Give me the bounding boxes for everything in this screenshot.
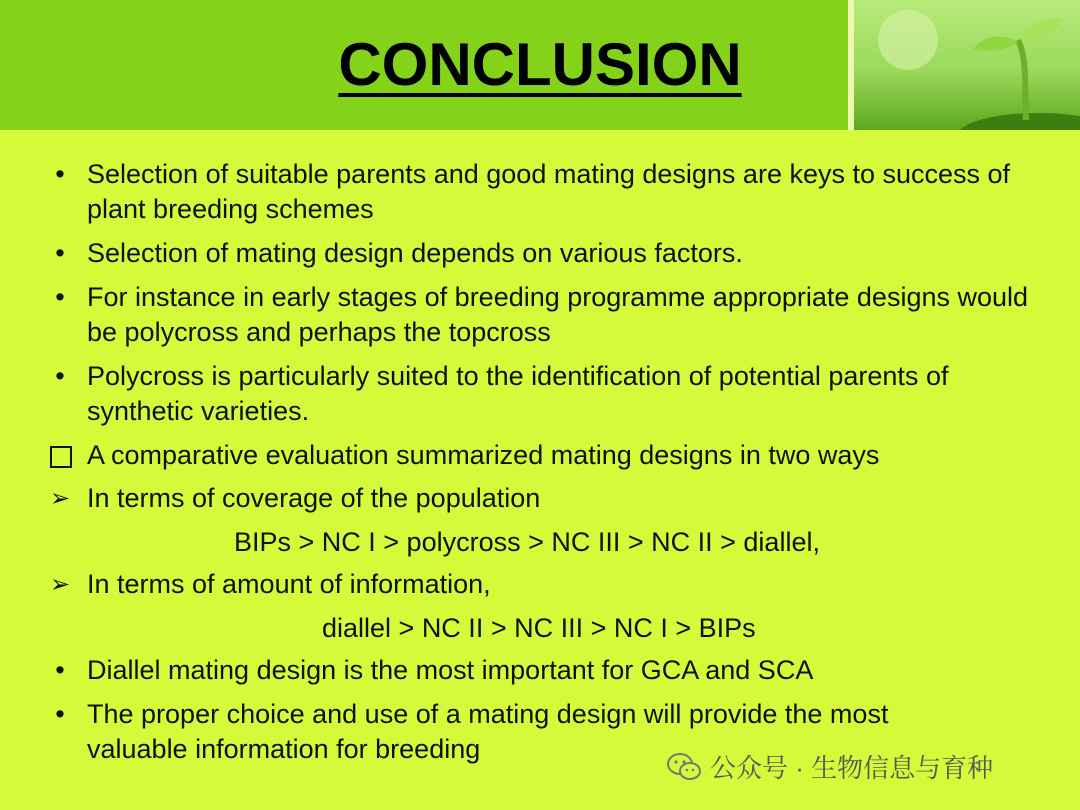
arrow-bullet-icon: ➢ [49, 571, 71, 598]
list-item: Polycross is particularly suited to the identification of potential parents of synthetic varieties. [87, 361, 949, 426]
watermark-text: 公众号 · 生物信息与育种 [710, 753, 994, 783]
list-item: Selection of mating design depends on various factors. [87, 238, 743, 268]
wechat-icon [666, 752, 702, 789]
bullet-dot: • [55, 238, 65, 268]
checkbox-bullet-icon [50, 446, 72, 468]
watermark [666, 748, 993, 789]
list-item: Selection of suitable parents and good mating designs are keys to success of plant breeding schemes [87, 159, 1011, 224]
bullet-dot: • [55, 159, 65, 189]
ranking-text: diallel > NC II > NC III > NC I > BIPs [322, 613, 756, 643]
bullet-dot: • [55, 699, 65, 729]
list-item: A comparative evaluation summarized mating designs in two ways [87, 440, 880, 470]
list-item: In terms of coverage of the population [87, 483, 541, 513]
bullet-dot: • [55, 655, 65, 685]
ranking-text: BIPs > NC I > polycross > NC III > NC II > diallel, [234, 527, 820, 557]
list-item: The proper choice and use of a mating design will provide the most valuable information for breeding [87, 699, 889, 764]
list-item: In terms of amount of information, [87, 569, 491, 599]
arrow-bullet-icon: ➢ [49, 485, 71, 512]
list-item: For instance in early stages of breeding programme appropriate designs would be polycross and perhaps the topcross [87, 282, 1029, 347]
page-title: CONCLUSION [338, 31, 742, 98]
bullet-dot: • [55, 361, 65, 391]
list-item: Diallel mating design is the most important for GCA and SCA [87, 655, 814, 685]
bullet-dot: • [55, 282, 65, 312]
